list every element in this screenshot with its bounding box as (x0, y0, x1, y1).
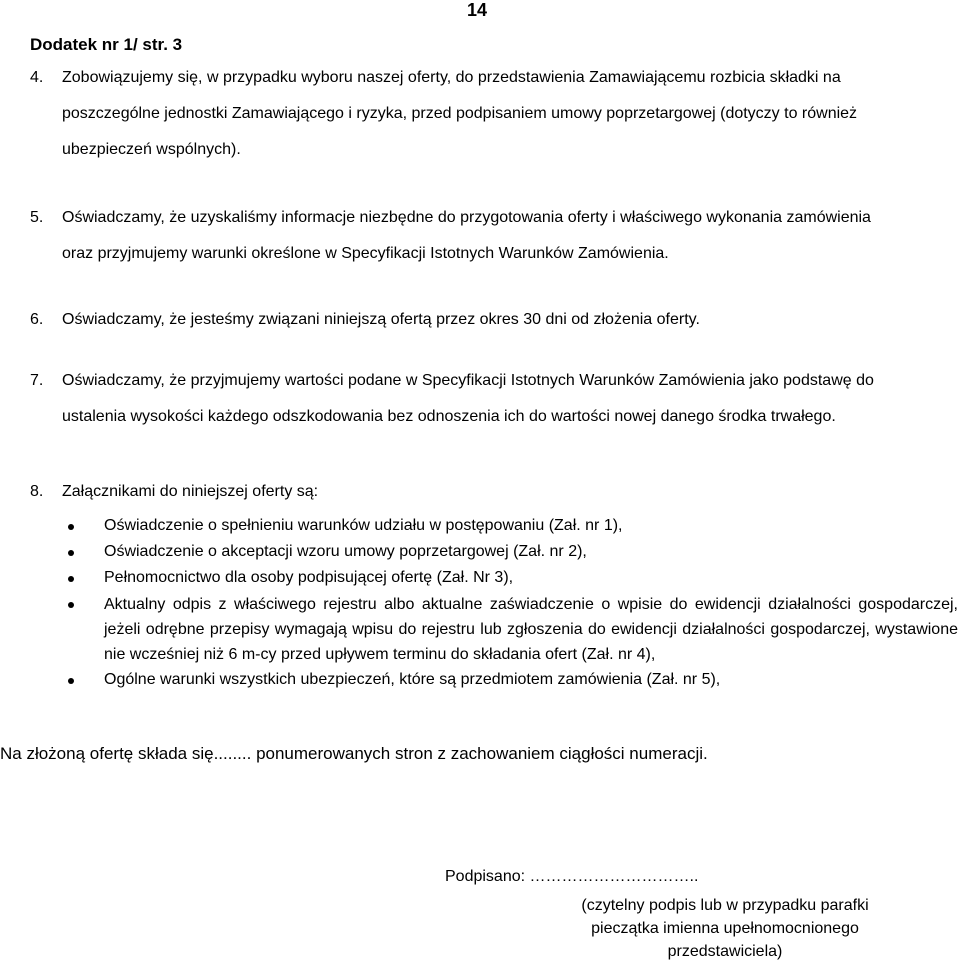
bullet-icon (68, 550, 74, 556)
document-header: Dodatek nr 1/ str. 3 (30, 35, 183, 54)
signature-note-line: przedstawiciela) (667, 943, 783, 960)
bullet-icon (68, 524, 74, 530)
clause-6 (30, 302, 958, 338)
list-item (60, 513, 958, 539)
page-count-note: Na złożoną ofertę składa się........ ponumerowanych stron z zachowaniem ciągłości numeracji. (0, 744, 708, 763)
list-item-text: Oświadczenie o spełnieniu warunków udziału w postępowaniu (Zał. nr 1), (104, 517, 623, 534)
clause-text-line: ustalenia wysokości każdego odszkodowania bez odnoszenia ich do wartości nowej danego środka trwałego. (62, 408, 836, 425)
bullet-icon (68, 678, 74, 684)
clause-text-line: Zobowiązujemy się, w przypadku wyboru naszej oferty, do przedstawienia Zamawiającemu rozbicia składki na (62, 69, 841, 86)
list-item-text: Pełnomocnictwo dla osoby podpisującej ofertę (Zał. Nr 3), (104, 569, 514, 586)
clause-text-line: Oświadczamy, że jesteśmy związani niniejszą ofertą przez okres 30 dni od złożenia oferty. (62, 311, 700, 328)
signature-note-line: (czytelny podpis lub w przypadku parafki (581, 897, 869, 914)
signature-label: Podpisano: ………………………….. (445, 868, 699, 885)
clause-text-line: Załącznikami do niniejszej oferty są: (62, 483, 319, 500)
list-item (60, 539, 958, 565)
signature-note-line: pieczątka imienna upełnomocnionego (591, 920, 859, 937)
clause-4 (30, 60, 958, 168)
clause-text-line: poszczególne jednostki Zamawiającego i ryzyka, przed podpisaniem umowy poprzetargowej (dotyczy to również (62, 105, 858, 122)
clause-number: 4. (30, 69, 44, 86)
list-item (60, 667, 958, 693)
bullet-icon (68, 602, 74, 608)
clause-number: 7. (30, 372, 44, 389)
clause-number: 5. (30, 209, 44, 226)
list-item-text: Ogólne warunki wszystkich ubezpieczeń, które są przedmiotem zamówienia (Zał. nr 5), (104, 671, 721, 688)
clause-8 (30, 474, 958, 510)
list-item-text: Aktualny odpis z właściwego rejestru albo aktualne zaświadczenie o wpisie do ewidencji działalności gospodarczej, jeżeli odrębne przepisy wymagają wpisu do rejestru lub zgłoszenia do ewidencji działalności gospodarczej, wystawione nie wcześniej niż 6 m-cy przed upływem terminu do składania ofert (Zał. nr 4), (104, 596, 958, 663)
clause-text-line: oraz przyjmujemy warunki określone w Specyfikacji Istotnych Warunków Zamówienia. (62, 245, 669, 262)
clause-text-line: Oświadczamy, że przyjmujemy wartości podane w Specyfikacji Istotnych Warunków Zamówienia jako podstawę do (62, 372, 874, 389)
list-item-text: Oświadczenie o akceptacji wzoru umowy poprzetargowej (Zał. nr 2), (104, 543, 587, 560)
page-number: 14 (467, 0, 488, 20)
clause-number: 6. (30, 311, 44, 328)
clause-7 (30, 363, 958, 435)
clause-5 (30, 200, 958, 272)
list-item (60, 591, 958, 667)
signature-note (555, 894, 895, 963)
attachments-list (60, 513, 958, 693)
bullet-icon (68, 576, 74, 582)
clause-number: 8. (30, 483, 44, 500)
clause-text-line: ubezpieczeń wspólnych). (62, 141, 241, 158)
list-item (60, 565, 958, 591)
clause-text-line: Oświadczamy, że uzyskaliśmy informacje niezbędne do przygotowania oferty i właściwego wykonania zamówienia (62, 209, 871, 226)
signature-block (445, 868, 895, 960)
